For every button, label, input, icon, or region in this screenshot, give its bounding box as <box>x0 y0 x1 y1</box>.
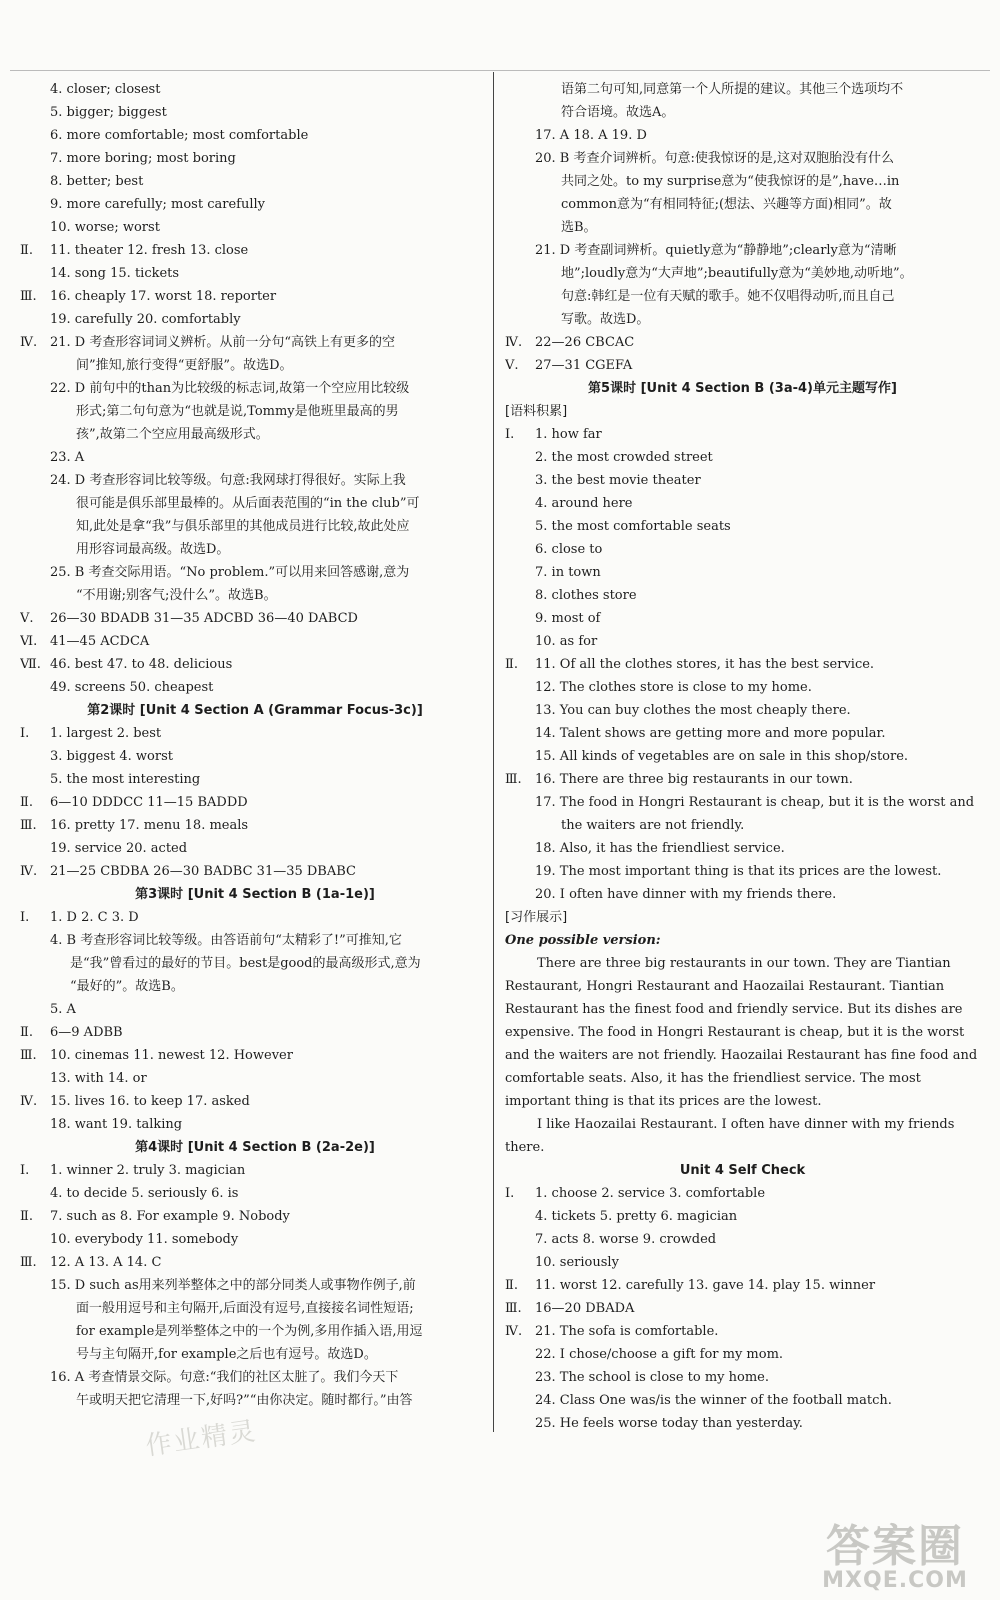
answer-line <box>20 239 490 262</box>
answer-text: 选B。 <box>561 220 597 235</box>
answer-text: 17. A 18. A 19. D <box>535 128 647 143</box>
answer-text: 22—26 CBCAC <box>535 335 635 350</box>
answer-line <box>505 331 980 354</box>
answer-line <box>505 78 980 101</box>
answer-line <box>505 308 980 331</box>
answer-line <box>20 1366 490 1389</box>
answer-text: 41—45 ACDCA <box>50 634 150 649</box>
answer-line <box>20 354 490 377</box>
answer-line <box>20 400 490 423</box>
part-numeral: Ⅱ. <box>20 1209 33 1224</box>
answer-text: 11. theater 12. fresh 13. close <box>50 243 249 258</box>
section-heading: 第5课时 [Unit 4 Section B (3a-4)单元主题写作] <box>588 381 897 396</box>
answer-text: 16. There are three big restaurants in our town. <box>535 772 853 787</box>
answer-line <box>505 630 980 653</box>
part-numeral: Ⅱ. <box>505 1278 518 1293</box>
answer-line <box>20 1021 490 1044</box>
answer-line <box>20 1044 490 1067</box>
answer-line <box>505 837 980 860</box>
watermark-logo <box>820 1510 970 1593</box>
answer-line <box>20 469 490 492</box>
answer-text: 23. The school is close to my home. <box>535 1370 770 1385</box>
essay-line: There are three big restaurants in our town. They are Tiantian <box>537 956 951 971</box>
answer-line <box>20 1090 490 1113</box>
answer-text: 8. better; best <box>50 174 144 189</box>
part-numeral: Ⅰ. <box>20 1163 30 1178</box>
answer-text: 20. B 考查介词辨析。句意:使我惊讶的是,这对双胞胎没有什么 <box>535 151 895 166</box>
section-heading: Unit 4 Self Check <box>679 1163 806 1178</box>
answer-text: 1. largest 2. best <box>50 726 162 741</box>
answer-line <box>20 722 490 745</box>
answer-text: 15. D such as用来列举整体之中的部分同类人或事物作例子,前 <box>50 1278 416 1293</box>
answer-line <box>20 561 490 584</box>
answer-line <box>20 1343 490 1366</box>
answer-text: 5. bigger; biggest <box>50 105 167 120</box>
answer-line <box>505 607 980 630</box>
answer-line <box>20 515 490 538</box>
answer-line <box>20 745 490 768</box>
answer-text: 符合语境。故选A。 <box>561 105 675 120</box>
answer-line <box>505 1228 980 1251</box>
answer-text: 6—10 DDDCC 11—15 BADDD <box>50 795 248 810</box>
answer-text: 语第二句可知,同意第一个人所提的建议。其他三个选项均不 <box>561 82 904 97</box>
left-column <box>20 78 490 1412</box>
answer-text: 12. A 13. A 14. C <box>50 1255 162 1270</box>
answer-text: 18. want 19. talking <box>50 1117 183 1132</box>
answer-text: 24. Class One was/is the winner of the football match. <box>535 1393 892 1408</box>
essay-line: Restaurant, Hongri Restaurant and Haozailai Restaurant. Tiantian <box>505 979 945 994</box>
answer-text: the waiters are not friendly. <box>561 818 745 833</box>
part-numeral: Ⅳ. <box>20 864 38 879</box>
answer-line <box>505 1297 980 1320</box>
answer-line <box>20 1389 490 1412</box>
answer-line <box>505 170 980 193</box>
answer-line <box>505 1366 980 1389</box>
answer-text: 6. more comfortable; most comfortable <box>50 128 309 143</box>
answer-line <box>20 446 490 469</box>
essay-line: there. <box>505 1140 545 1155</box>
part-numeral: Ⅳ. <box>505 335 523 350</box>
answer-text: 面一般用逗号和主句隔开,后面没有逗号,直接接名词性短语; <box>76 1301 414 1316</box>
answer-text: 11. Of all the clothes stores, it has the best service. <box>535 657 875 672</box>
answer-line <box>20 630 490 653</box>
answer-text: 15. All kinds of vegetables are on sale in this shop/store. <box>535 749 909 764</box>
answer-text: 10. seriously <box>535 1255 619 1270</box>
answer-line <box>20 1297 490 1320</box>
answer-text: 26—30 BDADB 31—35 ADCBD 36—40 DABCD <box>50 611 358 626</box>
answer-line <box>505 285 980 308</box>
answer-line <box>20 860 490 883</box>
answer-line <box>20 124 490 147</box>
answer-line <box>20 193 490 216</box>
answer-line <box>20 285 490 308</box>
answer-text: 8. clothes store <box>535 588 637 603</box>
answer-text: 7. more boring; most boring <box>50 151 236 166</box>
essay-line: expensive. The food in Hongri Restaurant is cheap, but it is the worst <box>505 1025 965 1040</box>
answer-line <box>505 1343 980 1366</box>
part-numeral: Ⅲ. <box>20 1255 37 1270</box>
answer-line <box>505 561 980 584</box>
answer-line <box>20 216 490 239</box>
answer-line <box>505 423 980 446</box>
answer-text: 句意:韩红是一位有天赋的歌手。她不仅唱得动听,而且自己 <box>561 289 895 304</box>
answer-line <box>505 745 980 768</box>
part-numeral: Ⅱ. <box>20 795 33 810</box>
answer-line <box>505 1412 980 1435</box>
answer-text: 19. carefully 20. comfortably <box>50 312 241 327</box>
answer-text: 间”推知,旅行变得“更舒服”。故选D。 <box>76 358 293 373</box>
answer-text: 7. acts 8. worse 9. crowded <box>535 1232 717 1247</box>
part-numeral: Ⅰ. <box>20 726 30 741</box>
answer-line <box>20 1113 490 1136</box>
part-numeral: Ⅰ. <box>505 1186 515 1201</box>
answer-text: “最好的”。故选B。 <box>70 979 184 994</box>
answer-line <box>505 354 980 377</box>
answer-line <box>505 722 980 745</box>
answer-line <box>20 676 490 699</box>
answer-line <box>20 837 490 860</box>
answer-text: 25. B 考查交际用语。“No problem.”可以用来回答感谢,意为 <box>50 565 410 580</box>
answer-line <box>505 193 980 216</box>
answer-line <box>505 860 980 883</box>
answer-text: 4. to decide 5. seriously 6. is <box>50 1186 239 1201</box>
answer-text: 午或明天把它清理一下,好吗?”“由你决定。随时都行。”由答 <box>76 1393 413 1408</box>
part-numeral: Ⅱ. <box>20 243 33 258</box>
answer-line <box>505 216 980 239</box>
answer-line <box>20 791 490 814</box>
answer-text: 4. tickets 5. pretty 6. magician <box>535 1209 738 1224</box>
answer-text: 1. D 2. C 3. D <box>50 910 139 925</box>
part-numeral: Ⅴ. <box>505 358 519 373</box>
essay-line: Restaurant has the finest food and friendly service. But its dishes are <box>505 1002 963 1017</box>
answer-text: 21. D 考查形容词词义辨析。从前一分句“高铁上有更多的空 <box>50 335 396 350</box>
answer-text: 23. A <box>50 450 85 465</box>
answer-line <box>505 676 980 699</box>
part-numeral: Ⅵ. <box>20 634 38 649</box>
part-numeral: Ⅶ. <box>20 657 41 672</box>
answer-line <box>20 377 490 400</box>
answer-text: 21. The sofa is comfortable. <box>535 1324 719 1339</box>
answer-line <box>20 607 490 630</box>
section-heading: 第3课时 [Unit 4 Section B (1a-1e)] <box>135 887 375 902</box>
answer-text: 知,此处是拿“我”与俱乐部里的其他成员进行比较,故此处应 <box>76 519 410 534</box>
answer-text: 3. biggest 4. worst <box>50 749 173 764</box>
answer-text: 10. worse; worst <box>50 220 160 235</box>
answer-text: 孩”,故第二个空应用最高级形式。 <box>76 427 269 442</box>
subsection-label: [语料积累] <box>505 404 568 419</box>
answer-text: 写歌。故选D。 <box>561 312 650 327</box>
answer-line <box>505 584 980 607</box>
top-rule <box>10 70 990 71</box>
answer-text: 6—9 ADBB <box>50 1025 123 1040</box>
watermark-logo-sub: MXQE.COM <box>822 1568 968 1593</box>
answer-line <box>20 906 490 929</box>
answer-line <box>505 1389 980 1412</box>
answer-text: 11. worst 12. carefully 13. gave 14. play 15. winner <box>535 1278 876 1293</box>
answer-line <box>20 1274 490 1297</box>
watermark-logo-main: 答案圈 <box>826 1521 964 1572</box>
part-numeral: Ⅳ. <box>20 1094 38 1109</box>
answer-text: 很可能是俱乐部里最棒的。从后面表范围的“in the club”可 <box>76 496 420 511</box>
answer-text: 21—25 CBDBA 26—30 BADBC 31—35 DBABC <box>50 864 356 879</box>
answer-line <box>20 998 490 1021</box>
answer-text: “不用谢;别客气;没什么”。故选B。 <box>76 588 277 603</box>
answer-line <box>505 883 980 906</box>
answer-text: 10. cinemas 11. newest 12. However <box>50 1048 293 1063</box>
answer-line <box>20 929 490 952</box>
answer-line <box>505 515 980 538</box>
answer-text: common意为“有相同特征;(想法、兴趣等方面)相同”。故 <box>561 197 892 212</box>
section-heading: 第2课时 [Unit 4 Section A (Grammar Focus-3c)] <box>87 703 423 718</box>
essay-line: important thing is that its prices are the lowest. <box>505 1094 822 1109</box>
answer-line <box>505 124 980 147</box>
answer-text: 形式;第二句句意为“也就是说,Tommy是他班里最高的男 <box>76 404 399 419</box>
answer-line <box>20 653 490 676</box>
answer-line <box>20 538 490 561</box>
answer-text: 13. You can buy clothes the most cheaply there. <box>535 703 851 718</box>
answer-text: 15. lives 16. to keep 17. asked <box>50 1094 250 1109</box>
answer-text: 5. the most comfortable seats <box>535 519 731 534</box>
answer-text: 4. around here <box>535 496 633 511</box>
answer-line <box>20 423 490 446</box>
answer-line <box>505 1205 980 1228</box>
answer-text: 21. D 考查副词辨析。quietly意为“静静地”;clearly意为“清晰 <box>535 243 897 258</box>
answer-line <box>505 538 980 561</box>
answer-text: 7. in town <box>535 565 601 580</box>
answer-line <box>505 101 980 124</box>
answer-line <box>20 1251 490 1274</box>
answer-text: 22. D 前句中的than为比较级的标志词,故第一个空应用比较级 <box>50 381 410 396</box>
part-numeral: Ⅲ. <box>20 818 37 833</box>
answer-line <box>20 170 490 193</box>
answer-line <box>20 1159 490 1182</box>
answer-line <box>20 584 490 607</box>
answer-text: 2. the most crowded street <box>535 450 713 465</box>
answer-line <box>505 239 980 262</box>
essay-line: and the waiters are not friendly. Haozailai Restaurant has fine food and <box>505 1048 978 1063</box>
answer-line <box>20 331 490 354</box>
answer-line <box>20 1320 490 1343</box>
part-numeral: Ⅱ. <box>505 657 518 672</box>
answer-text: 10. as for <box>535 634 598 649</box>
part-numeral: Ⅳ. <box>505 1324 523 1339</box>
answer-line <box>505 1274 980 1297</box>
answer-text: 16—20 DBADA <box>535 1301 635 1316</box>
answer-line <box>20 308 490 331</box>
answer-text: 20. I often have dinner with my friends there. <box>535 887 837 902</box>
answer-text: 19. The most important thing is that its prices are the lowest. <box>535 864 942 879</box>
part-numeral: Ⅲ. <box>505 1301 522 1316</box>
answer-text: 25. He feels worse today than yesterday. <box>535 1416 803 1431</box>
answer-line <box>505 791 980 814</box>
answer-text: 14. song 15. tickets <box>50 266 180 281</box>
answer-line <box>20 768 490 791</box>
part-numeral: Ⅲ. <box>20 1048 37 1063</box>
answer-text: for example是列举整体之中的一个为例,多用作插入语,用逗 <box>76 1324 423 1339</box>
part-numeral: Ⅰ. <box>505 427 515 442</box>
answer-line <box>505 446 980 469</box>
answer-line <box>505 1182 980 1205</box>
essay-line: I like Haozailai Restaurant. I often have dinner with my friends <box>537 1117 955 1132</box>
answer-line <box>505 1251 980 1274</box>
answer-text: 16. A 考查情景交际。句意:“我们的社区太脏了。我们今天下 <box>50 1370 399 1385</box>
answer-line <box>505 768 980 791</box>
answer-line <box>20 952 490 975</box>
answer-line <box>20 814 490 837</box>
answer-line <box>20 492 490 515</box>
watermark-text: 作业精灵 <box>143 1416 259 1462</box>
answer-text: 12. The clothes store is close to my home. <box>535 680 812 695</box>
answer-text: 22. I chose/choose a gift for my mom. <box>535 1347 784 1362</box>
answer-line <box>20 1228 490 1251</box>
subsection-label: [习作展示] <box>505 910 568 925</box>
right-column <box>505 78 980 1435</box>
answer-text: 3. the best movie theater <box>535 473 701 488</box>
answer-text: 9. more carefully; most carefully <box>50 197 265 212</box>
answer-text: 地”;loudly意为“大声地”;beautifully意为“美妙地,动听地”。 <box>561 266 913 281</box>
answer-text: 4. B 考查形容词比较等级。由答语前句“太精彩了!”可推知,它 <box>50 933 402 948</box>
answer-text: 9. most of <box>535 611 601 626</box>
answer-text: 19. service 20. acted <box>50 841 188 856</box>
answer-text: 16. pretty 17. menu 18. meals <box>50 818 249 833</box>
answer-line <box>505 469 980 492</box>
answer-line <box>505 699 980 722</box>
answer-line <box>505 814 980 837</box>
part-numeral: Ⅱ. <box>20 1025 33 1040</box>
answer-text: 46. best 47. to 48. delicious <box>50 657 233 672</box>
answer-text: 1. how far <box>535 427 602 442</box>
answer-line <box>20 1182 490 1205</box>
answer-line <box>505 262 980 285</box>
answer-text: 17. The food in Hongri Restaurant is cheap, but it is the worst and <box>535 795 975 810</box>
answer-text: 共同之处。to my surprise意为“使我惊讶的是”,have…in <box>561 174 900 189</box>
answer-text: 24. D 考查形容词比较等级。句意:我网球打得很好。实际上我 <box>50 473 406 488</box>
part-numeral: Ⅲ. <box>505 772 522 787</box>
answer-text: 10. everybody 11. somebody <box>50 1232 239 1247</box>
answer-line <box>20 262 490 285</box>
answer-text: 7. such as 8. For example 9. Nobody <box>50 1209 290 1224</box>
answer-text: 18. Also, it has the friendliest service. <box>535 841 785 856</box>
answer-line <box>20 1205 490 1228</box>
part-numeral: Ⅴ. <box>20 611 34 626</box>
answer-line <box>505 492 980 515</box>
answer-text: 49. screens 50. cheapest <box>50 680 214 695</box>
answer-text: 1. winner 2. truly 3. magician <box>50 1163 246 1178</box>
answer-line <box>505 1320 980 1343</box>
answer-text: 14. Talent shows are getting more and more popular. <box>535 726 886 741</box>
answer-line <box>20 975 490 998</box>
answer-text: 16. cheaply 17. worst 18. reporter <box>50 289 277 304</box>
part-numeral: Ⅰ. <box>20 910 30 925</box>
answer-line <box>20 78 490 101</box>
essay-line: comfortable seats. Also, it has the friendliest service. The most <box>505 1071 921 1086</box>
version-label: One possible version: <box>505 933 661 948</box>
answer-text: 4. closer; closest <box>50 82 161 97</box>
answer-text: 是“我”曾看过的最好的节目。best是good的最高级形式,意为 <box>70 956 421 971</box>
answer-text: 5. A <box>50 1002 76 1017</box>
answer-line <box>505 653 980 676</box>
column-divider <box>493 72 494 1432</box>
answer-text: 5. the most interesting <box>50 772 201 787</box>
answer-text: 号与主句隔开,for example之后也有逗号。故选D。 <box>76 1347 377 1362</box>
answer-text: 1. choose 2. service 3. comfortable <box>535 1186 766 1201</box>
section-heading: 第4课时 [Unit 4 Section B (2a-2e)] <box>135 1140 375 1155</box>
answer-line <box>20 101 490 124</box>
answer-text: 6. close to <box>535 542 603 557</box>
answer-line <box>20 147 490 170</box>
answer-line <box>20 1067 490 1090</box>
part-numeral: Ⅳ. <box>20 335 38 350</box>
part-numeral: Ⅲ. <box>20 289 37 304</box>
answer-text: 13. with 14. or <box>50 1071 147 1086</box>
answer-line <box>505 147 980 170</box>
answer-text: 27—31 CGEFA <box>535 358 633 373</box>
answer-text: 用形容词最高级。故选D。 <box>76 542 230 557</box>
